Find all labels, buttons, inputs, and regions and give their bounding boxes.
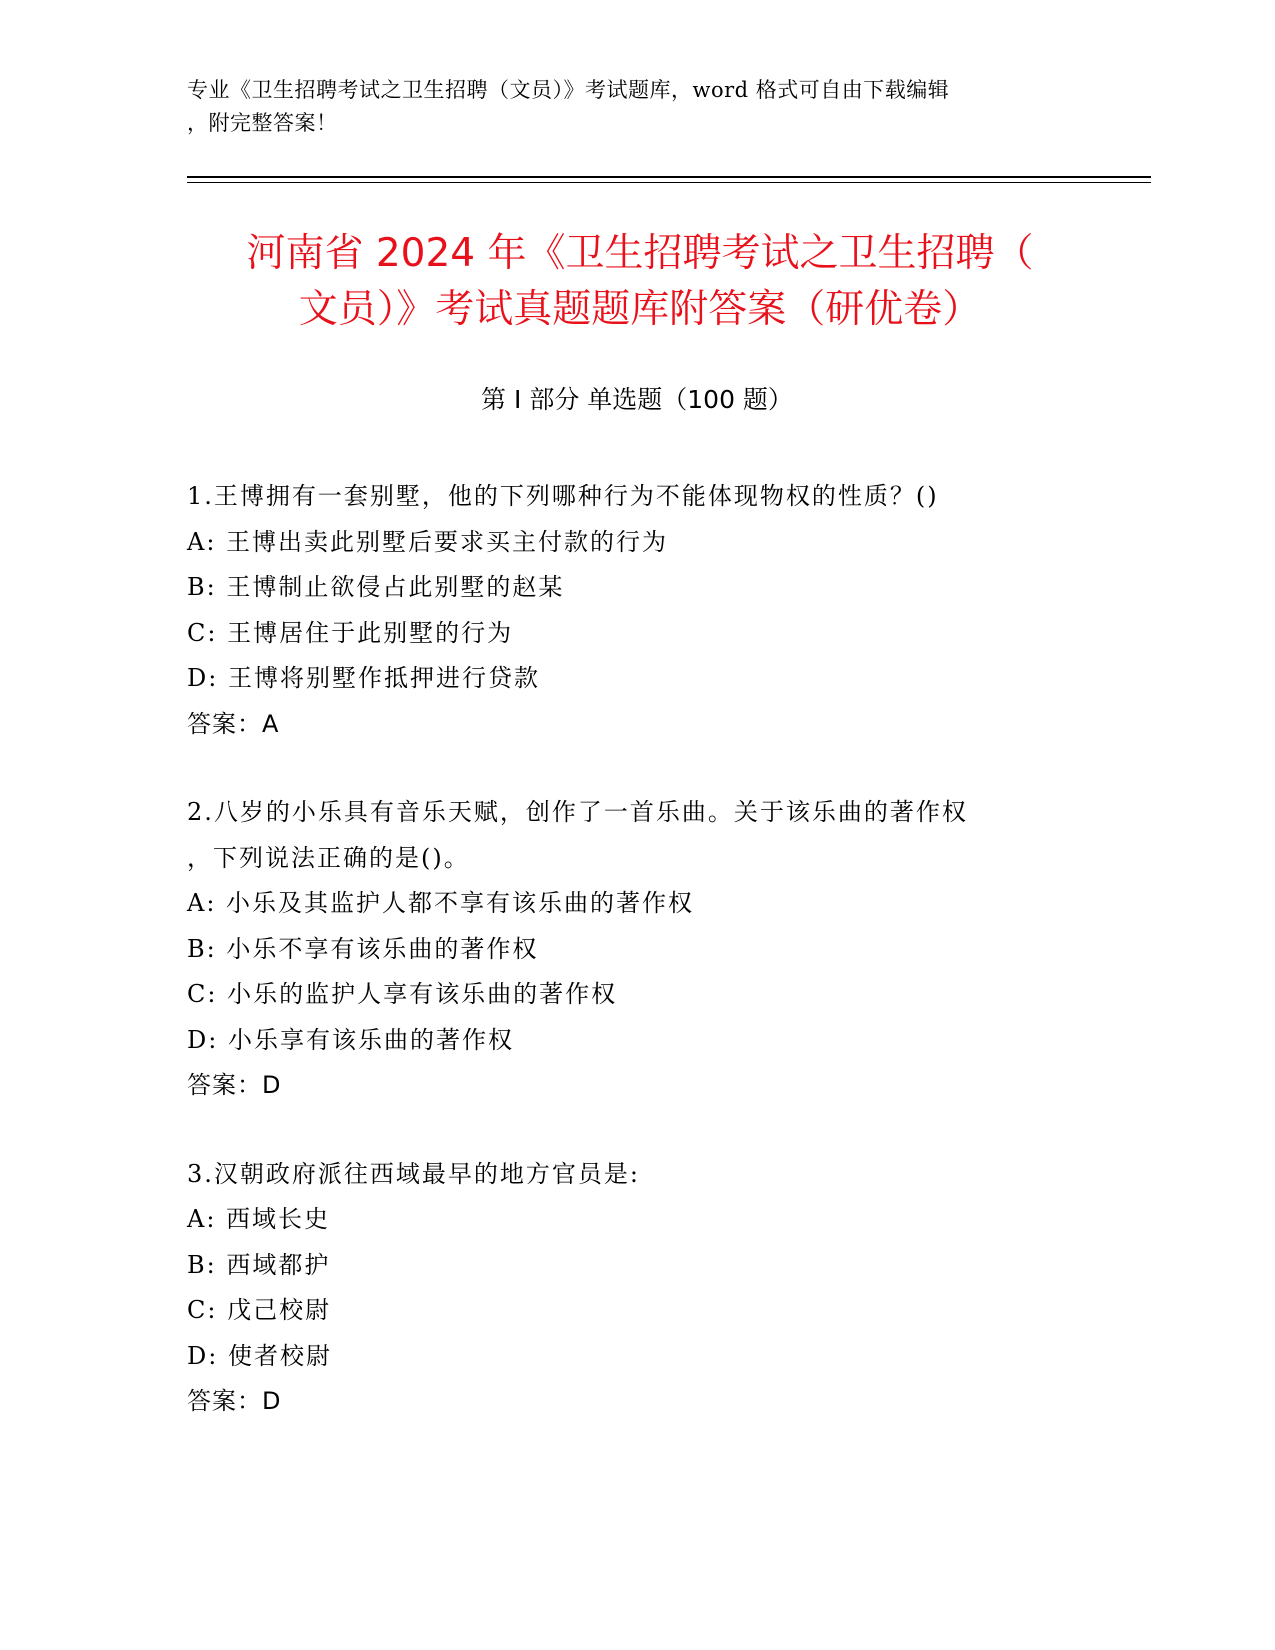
question-stem: 2.八岁的小乐具有音乐天赋，创作了一首乐曲。关于该乐曲的著作权	[187, 798, 968, 826]
document-title-line-2: 文员）》考试真题题库附答案（研优卷）	[298, 287, 982, 332]
header-rule-thin	[187, 182, 1151, 183]
document-title	[180, 226, 1100, 338]
option-c: C: 小乐的监护人享有该乐曲的著作权	[187, 980, 618, 1008]
answer: 答案：D	[187, 1387, 282, 1415]
option-d: D: 王博将别墅作抵押进行贷款	[187, 664, 540, 692]
header-rule-thick	[187, 176, 1151, 178]
header-note	[187, 74, 1087, 140]
document-title-line-1: 河南省 2024 年《卫生招聘考试之卫生招聘（	[246, 231, 1034, 276]
option-b: B: 西域都护	[187, 1250, 331, 1279]
header-note-line-1: 专业《卫生招聘考试之卫生招聘（文员）》考试题库，word 格式可自由下载编辑	[187, 78, 950, 102]
question-3	[187, 1152, 1087, 1425]
option-d: D: 使者校尉	[187, 1341, 332, 1370]
question-stem: 1.王博拥有一套别墅，他的下列哪种行为不能体现物权的性质？()	[187, 482, 939, 510]
option-d: D: 小乐享有该乐曲的著作权	[187, 1025, 514, 1054]
option-c: C: 王博居住于此别墅的行为	[187, 618, 514, 647]
option-c: C: 戊己校尉	[187, 1296, 332, 1324]
section-heading: 第 I 部分 单选题（100 题）	[481, 385, 793, 414]
option-b: B: 王博制止欲侵占此别墅的赵某	[187, 573, 565, 601]
answer: 答案：A	[187, 709, 280, 738]
option-a: A: 西域长史	[187, 1205, 331, 1233]
option-b: B: 小乐不享有该乐曲的著作权	[187, 934, 539, 963]
question-1	[187, 474, 1087, 747]
option-a: A: 小乐及其监护人都不享有该乐曲的著作权	[187, 889, 695, 917]
answer: 答案：D	[187, 1071, 282, 1099]
question-list	[187, 474, 1087, 1468]
question-2	[187, 790, 1087, 1109]
question-stem: 3.汉朝政府派往西域最早的地方官员是:	[187, 1159, 640, 1188]
option-a: A: 王博出卖此别墅后要求买主付款的行为	[187, 527, 669, 556]
header-note-line-2: ，附完整答案！	[187, 111, 338, 135]
question-stem-continued: ，下列说法正确的是()。	[187, 843, 470, 872]
